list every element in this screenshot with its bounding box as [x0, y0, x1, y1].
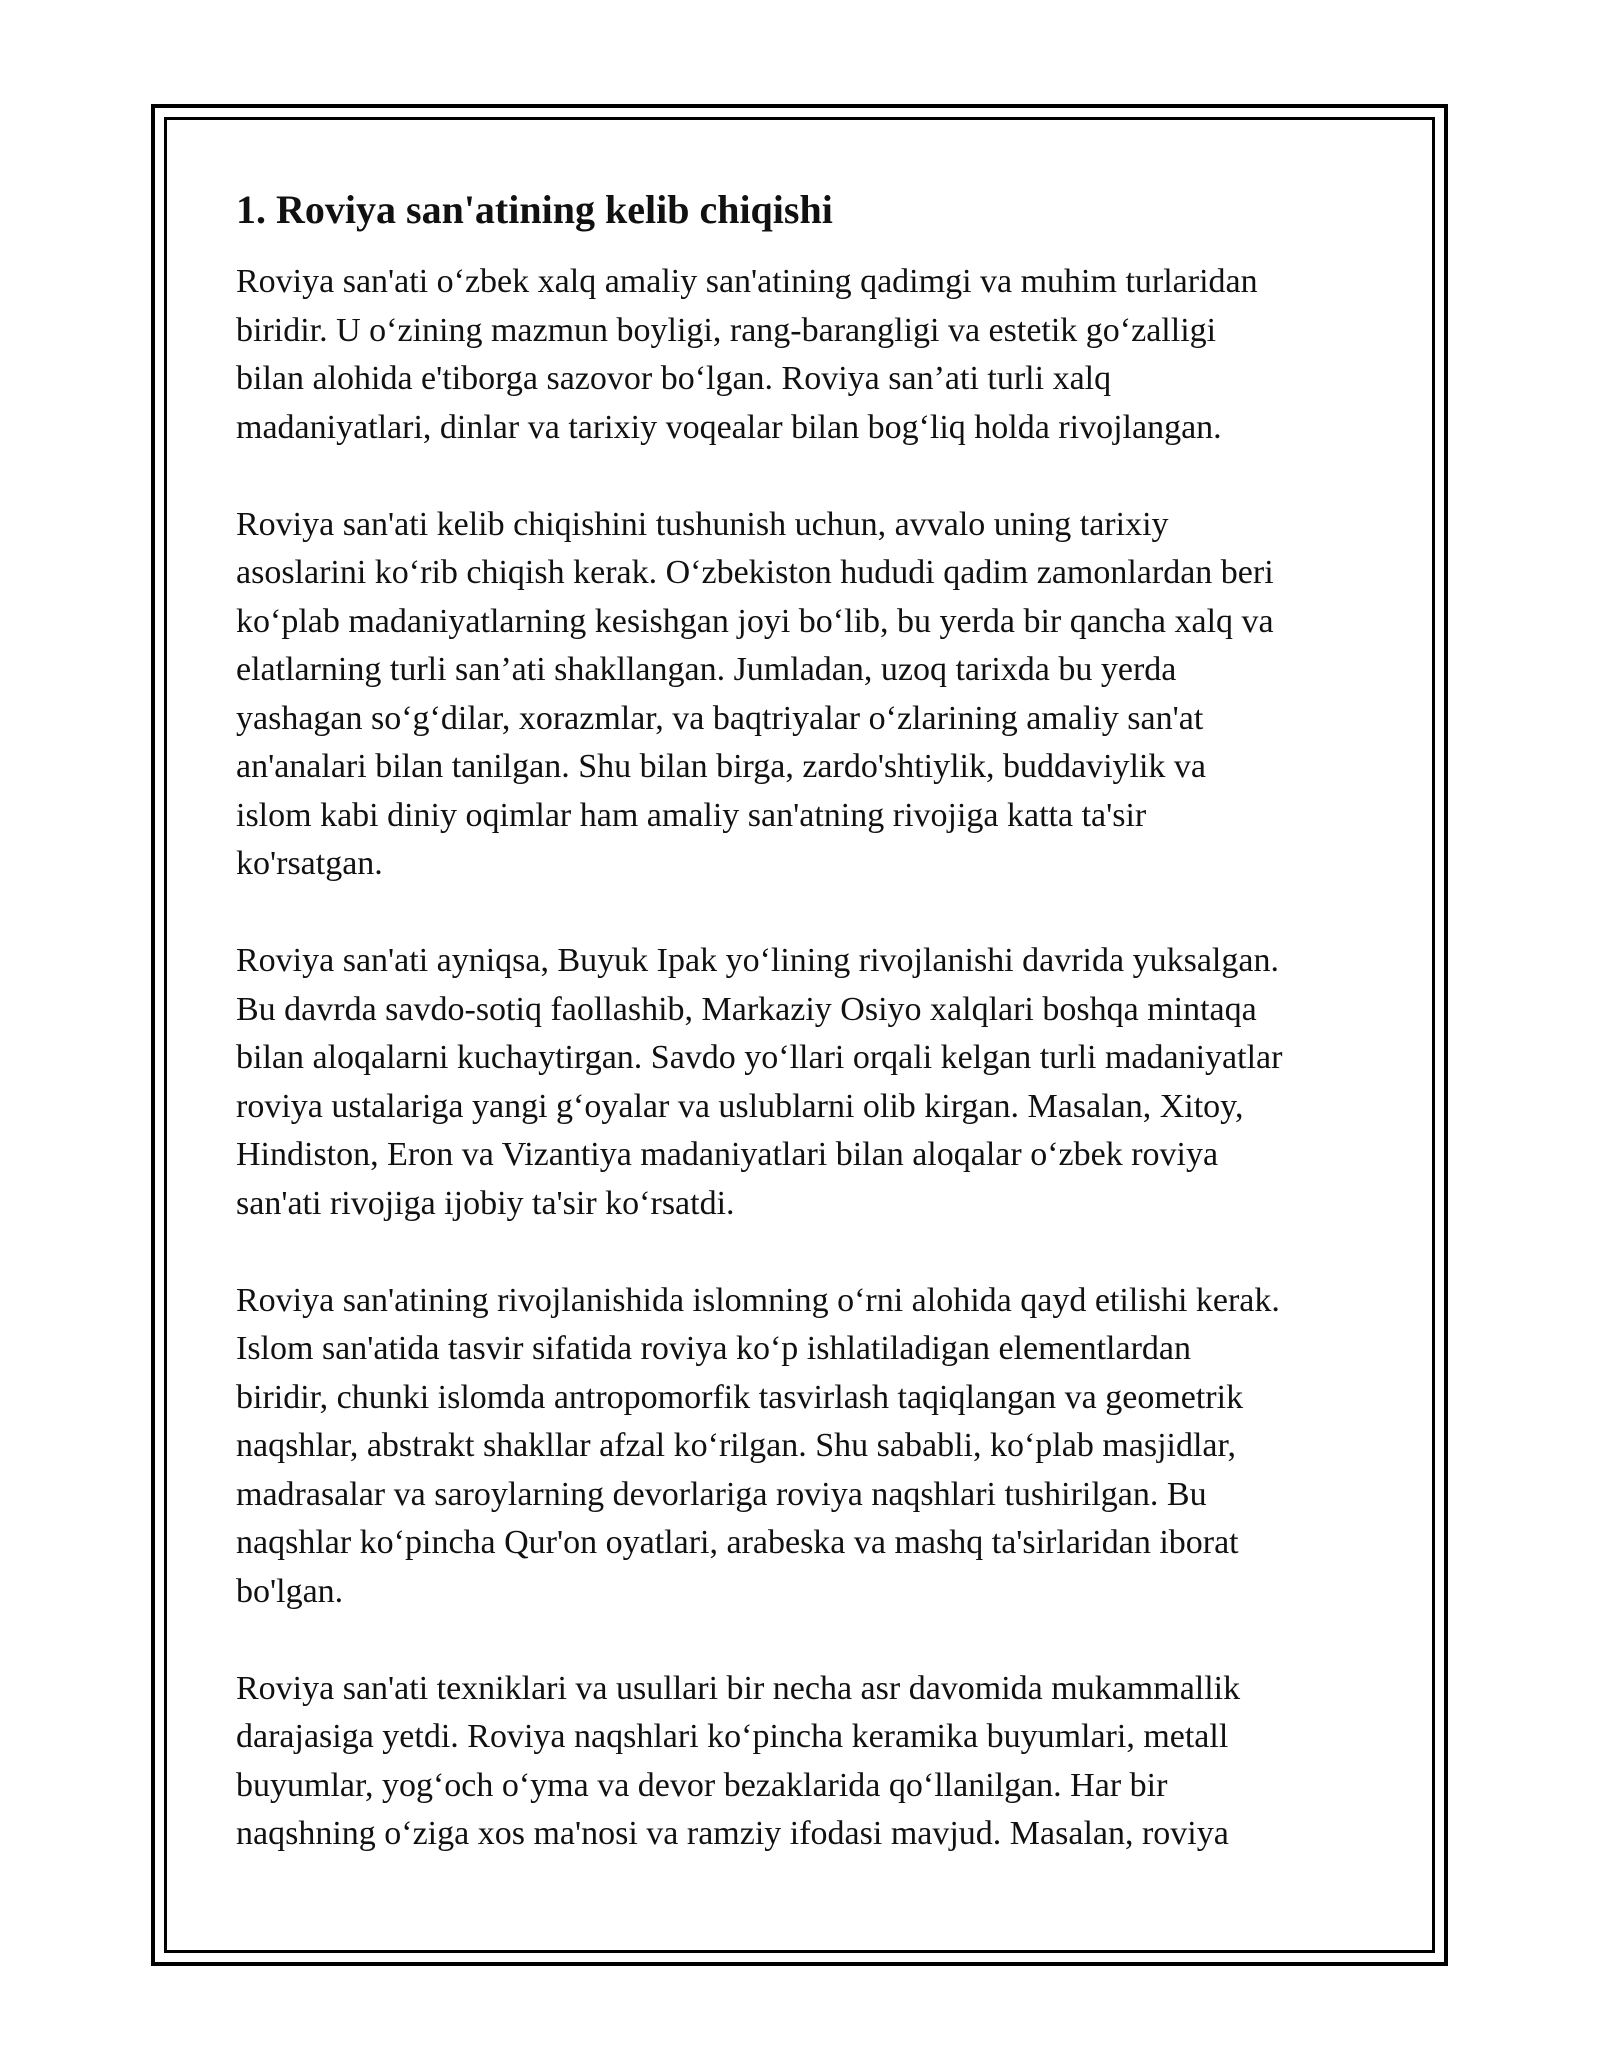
section-heading: 1. Roviya san'atining kelib chiqishi [236, 187, 833, 232]
document-body [236, 186, 1386, 1907]
paragraph-1: Roviya san'ati o‘zbek xalq amaliy san'atining qadimgi va muhim turlaridan biridir. U o‘zining mazmun boyligi, rang-barangligi va estetik go‘zalligi bilan alohida e'tiborga sazovor bo‘lgan. Roviya san’ati turli xalq madaniyatlari, dinlar va tarixiy voqealar bilan bog‘liq holda rivojlangan. [236, 263, 1258, 446]
paragraph-5: Roviya san'ati texniklari va usullari bir necha asr davomida mukammallik darajasiga yetdi. Roviya naqshlari ko‘pincha keramika buyumlari, metall buyumlar, yog‘och o‘yma va devor bezaklarida qo‘llanilgan. Har bir naqshning o‘ziga xos ma'nosi va ramziy ifodasi mavjud. Masalan, roviya [236, 1669, 1241, 1852]
paragraph-4: Roviya san'atining rivojlanishida islomning o‘rni alohida qayd etilishi kerak. Islom san'atida tasvir sifatida roviya ko‘p ishlatiladigan elementlardan biridir, chunki islomda antropomorfik tasvirlash taqiqlangan va geometrik naqshlar, abstrakt shakllar afzal ko‘rilgan. Shu sababli, ko‘plab masjidlar, madrasalar va saroylarning devorlariga roviya naqshlari tushirilgan. Bu naqshlar ko‘pincha Qur'on oyatlari, arabeska va mashq ta'sirlaridan iborat bo'lgan. [236, 1281, 1280, 1610]
paragraph-3: Roviya san'ati ayniqsa, Buyuk Ipak yo‘lining rivojlanishi davrida yuksalgan. Bu davrda savdo-sotiq faollashib, Markaziy Osiyo xalqlari boshqa mintaqa bilan aloqalarni kuchaytirgan. Savdo yo‘llari orqali kelgan turli madaniyatlar roviya ustalariga yangi g‘oyalar va uslublarni olib kirgan. Masalan, Xitoy, Hindiston, Eron va Vizantiya madaniyatlari bilan aloqalar o‘zbek roviya san'ati rivojiga ijobiy ta'sir ko‘rsatdi. [236, 942, 1283, 1222]
paragraph-2: Roviya san'ati kelib chiqishini tushunish uchun, avvalo uning tarixiy asoslarini ko‘rib chiqish kerak. O‘zbekiston hududi qadim zamonlardan beri ko‘plab madaniyatlarning kesishgan joyi bo‘lib, bu yerda bir qancha xalq va elatlarning turli san’ati shakllangan. Jumladan, uzoq tarixda bu yerda yashagan so‘g‘dilar, xorazmlar, va baqtriyalar o‘zlarining amaliy san'at an'analari bilan tanilgan. Shu bilan birga, zardo'shtiylik, buddaviylik va islom kabi diniy oqimlar ham amaliy san'atning rivojiga katta ta'sir ko'rsatgan. [236, 505, 1274, 882]
